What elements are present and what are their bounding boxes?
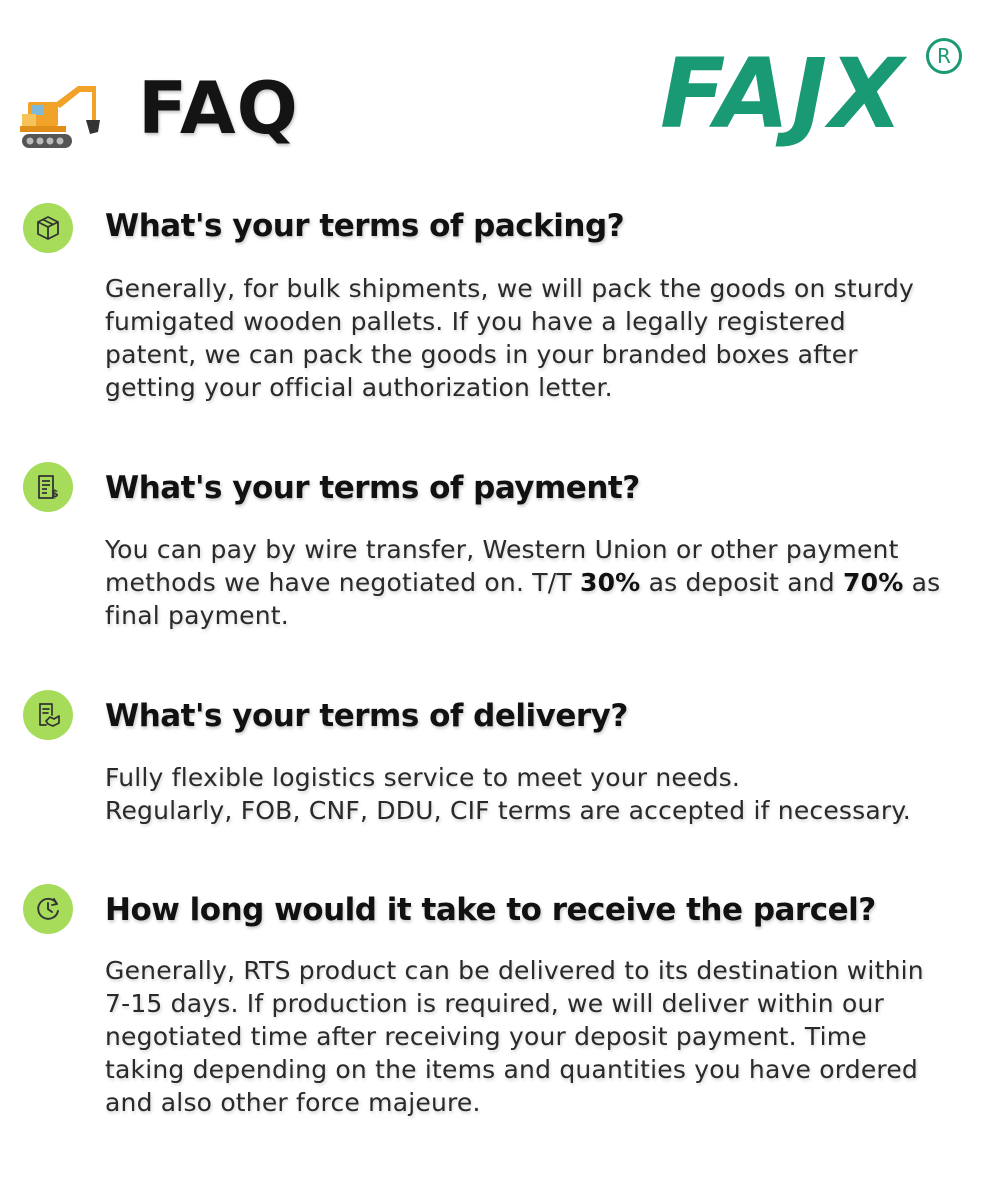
final-payment-percent: 70%: [843, 568, 904, 597]
faq-answer: [105, 272, 985, 404]
answer-text: as: [903, 568, 941, 597]
deposit-percent: 30%: [579, 568, 641, 597]
faq-answer: [105, 761, 985, 827]
answer-line: 7-15 days. If production is required, we will deliver within our: [105, 989, 884, 1018]
faq-question: What's your terms of delivery?: [105, 698, 628, 734]
clock-icon: [23, 884, 73, 934]
excavator-icon: [20, 78, 102, 150]
faq-answer: [105, 954, 985, 1119]
answer-line: Generally, for bulk shipments, we will pack the goods on sturdy: [105, 274, 915, 303]
faq-answer: [105, 533, 985, 632]
brand-logo: [660, 36, 970, 150]
box-icon: [23, 203, 73, 253]
registered-mark: R: [926, 38, 962, 74]
page-header: [0, 0, 1000, 170]
answer-line: Regularly, FOB, CNF, DDU, CIF terms are accepted if necessary.: [105, 796, 911, 825]
answer-line: fumigated wooden pallets. If you have a legally registered: [105, 307, 846, 336]
answer-line: Generally, RTS product can be delivered to its destination within: [105, 956, 924, 985]
answer-line: Fully flexible logistics service to meet your needs.: [105, 763, 741, 792]
invoice-dollar-icon: [23, 462, 73, 512]
faq-question: How long would it take to receive the parcel?: [105, 892, 876, 928]
answer-line: and also other force majeure.: [105, 1088, 481, 1117]
faq-question: What's your terms of payment?: [105, 470, 640, 506]
svg-text:$: $: [51, 487, 59, 500]
answer-line: patent, we can pack the goods in your branded boxes after: [105, 340, 858, 369]
answer-line: negotiated time after receiving your deposit payment. Time: [105, 1022, 867, 1051]
answer-line: You can pay by wire transfer, Western Union or other payment: [105, 535, 899, 564]
answer-line: final payment.: [105, 601, 289, 630]
page-title: FAQ: [138, 66, 299, 150]
answer-text: as deposit and: [640, 568, 843, 597]
contract-handshake-icon: [23, 690, 73, 740]
faq-question: What's your terms of packing?: [105, 208, 625, 244]
answer-line: [105, 566, 985, 599]
answer-line: taking depending on the items and quantities you have ordered: [105, 1055, 918, 1084]
answer-line: getting your official authorization letter.: [105, 373, 613, 402]
brand-logo-text: FAJX: [660, 38, 906, 150]
answer-text: methods we have negotiated on. T/T: [105, 568, 580, 597]
